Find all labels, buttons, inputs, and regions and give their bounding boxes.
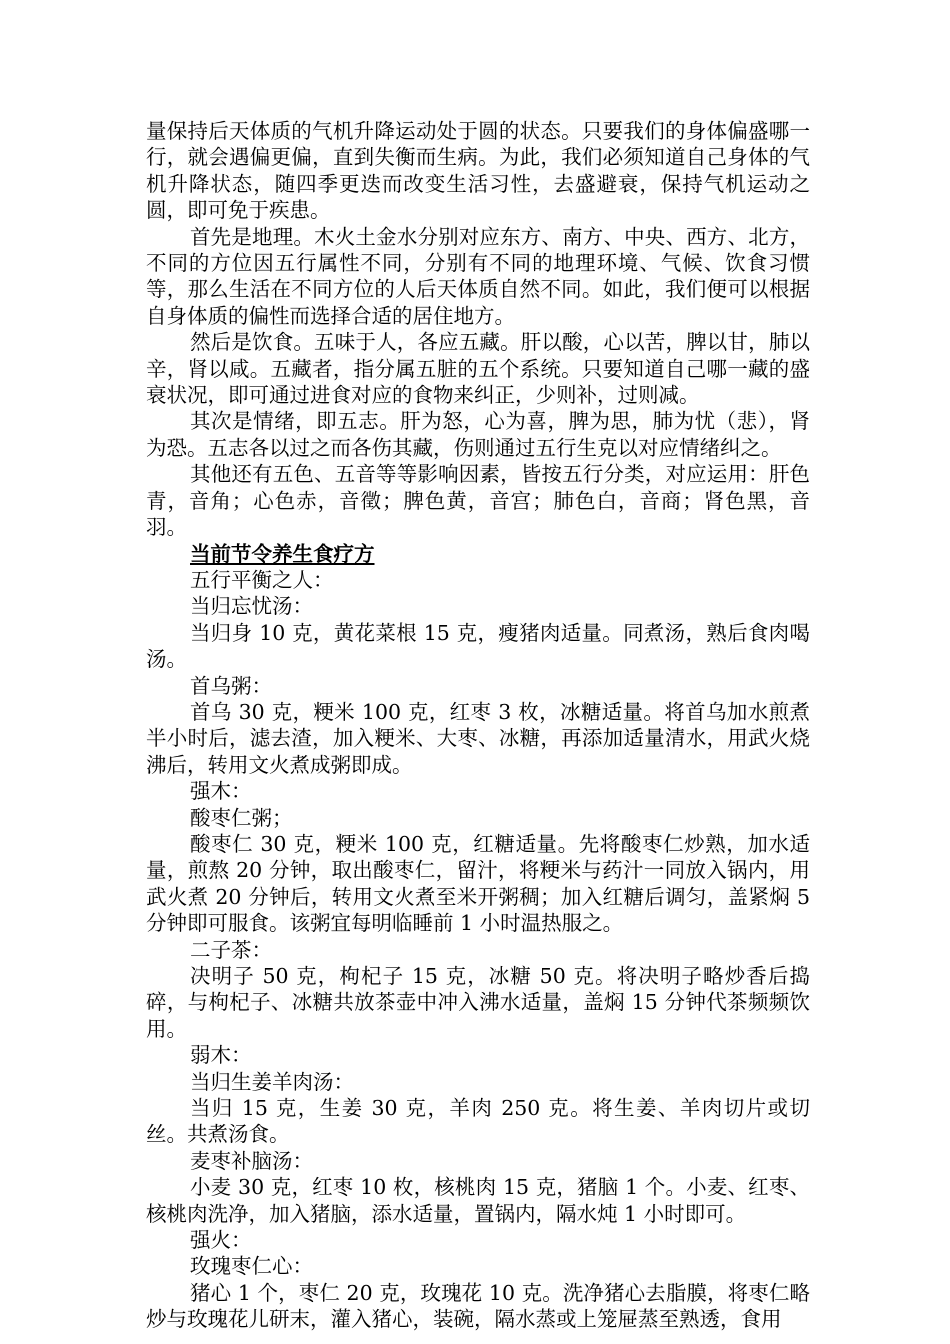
recipe-title: 麦枣补脑汤： [190,1148,313,1173]
recipe-title: 玫瑰枣仁心： [190,1254,313,1279]
recipe-body: 决明子 50 克，枸杞子 15 克，冰糖 50 克。将决明子略炒香后捣碎，与枸杞子、冰糖共放茶壶中冲入沸水适量，盖焖 15 分钟代茶频频饮用。 [146,964,810,1041]
document-page [146,118,810,1333]
recipe-body: 酸枣仁 30 克，粳米 100 克，红糖适量。先将酸枣仁炒熟，加水适量，煎熬 20 分钟，取出酸枣仁，留汁，将粳米与药汁一同放入锅内，用武火煮 20 分钟后，转用文火煮至米开粥稠；加入红糖后调匀，盖紧焖 5 分钟即可服食。该粥宜每明临睡前 1 小时温热服之。 [146,831,810,936]
subheading-strong-fire: 强火： [190,1228,252,1253]
recipe-title: 酸枣仁粥； [190,805,293,830]
subheading-strong-wood: 强木： [190,779,252,804]
recipe-title: 当归生姜羊肉汤： [190,1069,354,1094]
subheading-balanced: 五行平衡之人： [190,567,334,592]
section-heading: 当前节令养生食疗方 [190,541,375,566]
recipe-body: 小麦 30 克，红枣 10 枚，核桃肉 15 克，猪脑 1 个。小麦、红枣、核桃肉洗净，加入猪脑，添水适量，置锅内，隔水炖 1 小时即可。 [146,1175,810,1226]
recipe-title: 二子茶： [190,937,272,962]
paragraph-other-factors: 其他还有五色、五音等等影响因素，皆按五行分类，对应运用：肝色青，音角；心色赤，音徵；脾色黄，音宫；肺色白，音商；肾色黑，音羽。 [146,462,810,540]
recipe-body: 当归 15 克，生姜 30 克，羊肉 250 克。将生姜、羊肉切片或切丝。共煮汤食。 [146,1096,810,1147]
paragraph-emotion: 其次是情绪，即五志。肝为怒，心为喜，脾为思，肺为忧（悲），肾为恐。五志各以过之而各伤其藏，伤则通过五行生克以对应情绪纠之。 [146,409,810,460]
paragraph-geography: 首先是地理。木火土金水分别对应东方、南方、中央、西方、北方，不同的方位因五行属性不同，分别有不同的地理环境、气候、饮食习惯等，那么生活在不同方位的人后天体质自然不同。如此，我们便可以根据自身体质的偏性而选择合适的居住地方。 [146,224,810,328]
recipe-title: 当归忘忧汤： [190,594,313,619]
subheading-weak-wood: 弱木： [190,1043,252,1068]
recipe-title: 首乌粥： [190,673,272,698]
recipe-body: 首乌 30 克，粳米 100 克，红枣 3 枚，冰糖适量。将首乌加水煎煮半小时后，滤去渣，加入粳米、大枣、冰糖，再添加适量清水，用武火烧沸后，转用文火煮成粥即成。 [146,699,810,777]
recipe-body: 猪心 1 个，枣仁 20 克，玫瑰花 10 克。洗净猪心去脂膜，将枣仁略炒与玫瑰花儿研末，灌入猪心，装碗，隔水蒸或上笼屉蒸至熟透，食用 [146,1280,810,1332]
recipe-body: 当归身 10 克，黄花菜根 15 克，瘦猪肉适量。同煮汤，熟后食肉喝汤。 [146,620,810,672]
paragraph-diet: 然后是饮食。五味于人，各应五藏。肝以酸，心以苦，脾以甘，肺以辛，肾以咸。五藏者，指分属五脏的五个系统。只要知道自己哪一藏的盛衰状况，即可通过进食对应的食物来纠正，少则补，过则减。 [146,330,810,408]
paragraph-continuation: 量保持后天体质的气机升降运动处于圆的状态。只要我们的身体偏盛哪一行，就会遇偏更偏，直到失衡而生病。为此，我们必须知道自己身体的气机升降状态，随四季更迭而改变生活习性，去盛避衰，保持气机运动之圆，即可免于疾患。 [146,119,810,223]
